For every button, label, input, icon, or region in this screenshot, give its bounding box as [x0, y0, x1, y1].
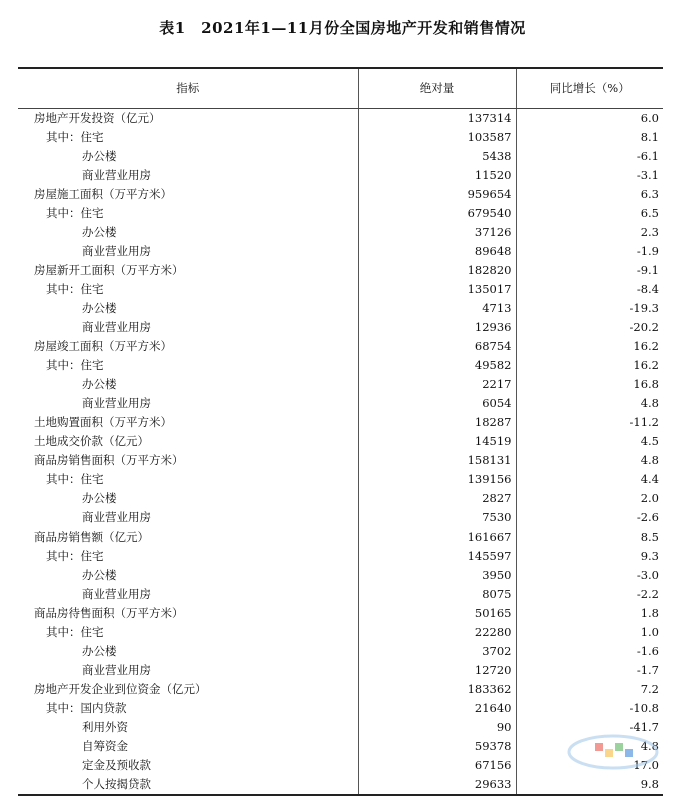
row-label: 商业营业用房 — [82, 167, 151, 182]
table-row — [18, 185, 663, 204]
row-value: 183362 — [358, 680, 516, 699]
row-value: 3702 — [358, 642, 516, 661]
row-growth: -8.4 — [516, 280, 663, 299]
row-value: 137314 — [358, 108, 516, 128]
row-growth: -41.7 — [516, 718, 663, 737]
table-row — [18, 356, 663, 375]
table-row — [18, 223, 663, 242]
row-label: 利用外资 — [82, 719, 128, 734]
table-row — [18, 642, 663, 661]
table-row — [18, 470, 663, 489]
row-value: 11520 — [358, 166, 516, 185]
row-growth: -10.8 — [516, 699, 663, 718]
row-value: 2827 — [358, 489, 516, 508]
watermark-square — [625, 749, 633, 757]
row-growth: -19.3 — [516, 299, 663, 318]
row-label: 房屋新开工面积（万平方米） — [34, 262, 184, 277]
header-absolute: 绝对量 — [358, 68, 516, 108]
row-label: 商业营业用房 — [82, 662, 151, 677]
row-value: 5438 — [358, 147, 516, 166]
row-value: 161667 — [358, 527, 516, 546]
row-growth: -2.2 — [516, 585, 663, 604]
table-body — [18, 108, 663, 795]
row-growth: 16.8 — [516, 375, 663, 394]
table-row — [18, 585, 663, 604]
table-row — [18, 280, 663, 299]
table-row — [18, 489, 663, 508]
row-label: 房屋竣工面积（万平方米） — [34, 339, 172, 354]
row-label: 办公楼 — [82, 224, 117, 239]
row-growth: 2.0 — [516, 489, 663, 508]
row-growth: 6.3 — [516, 185, 663, 204]
row-label: 办公楼 — [82, 377, 117, 392]
row-label: 商业营业用房 — [82, 586, 151, 601]
row-value: 59378 — [358, 737, 516, 756]
row-label: 其中：住宅 — [46, 205, 104, 220]
table-row — [18, 413, 663, 432]
row-growth: 4.8 — [516, 394, 663, 413]
row-growth: -2.6 — [516, 508, 663, 527]
row-growth: -3.0 — [516, 566, 663, 585]
row-growth: 17.0 — [516, 756, 663, 775]
row-value: 50165 — [358, 604, 516, 623]
table-row — [18, 204, 663, 223]
row-value: 29633 — [358, 775, 516, 795]
row-growth: 8.1 — [516, 128, 663, 147]
row-value: 3950 — [358, 566, 516, 585]
row-label: 其中：住宅 — [46, 281, 104, 296]
row-growth: -1.7 — [516, 661, 663, 680]
row-growth: 9.3 — [516, 547, 663, 566]
row-label: 办公楼 — [82, 300, 117, 315]
row-growth: -3.1 — [516, 166, 663, 185]
row-value: 18287 — [358, 413, 516, 432]
row-value: 12720 — [358, 661, 516, 680]
row-growth: -9.1 — [516, 261, 663, 280]
row-value: 679540 — [358, 204, 516, 223]
row-growth: 16.2 — [516, 356, 663, 375]
page-title: 表1 2021年1—11月份全国房地产开发和销售情况 — [159, 19, 526, 37]
row-label: 其中：住宅 — [46, 624, 104, 639]
row-label: 土地成交价款（亿元） — [34, 434, 149, 449]
table-row — [18, 242, 663, 261]
row-value: 8075 — [358, 585, 516, 604]
row-growth: 8.5 — [516, 527, 663, 546]
row-growth: 4.5 — [516, 432, 663, 451]
table-row — [18, 451, 663, 470]
row-value: 182820 — [358, 261, 516, 280]
row-label: 定金及预收款 — [82, 758, 151, 773]
row-growth: 4.4 — [516, 470, 663, 489]
table-row — [18, 680, 663, 699]
row-label: 土地购置面积（万平方米） — [34, 415, 172, 430]
table-row — [18, 775, 663, 795]
row-value: 6054 — [358, 394, 516, 413]
row-label: 房屋施工面积（万平方米） — [34, 186, 172, 201]
row-value: 90 — [358, 718, 516, 737]
row-label: 商品房销售面积（万平方米） — [34, 453, 184, 468]
row-growth: 6.0 — [516, 108, 663, 128]
row-growth: 7.2 — [516, 680, 663, 699]
row-label: 商业营业用房 — [82, 510, 151, 525]
row-growth: 4.8 — [516, 737, 663, 756]
row-label: 其中：住宅 — [46, 548, 104, 563]
row-value: 21640 — [358, 699, 516, 718]
row-label: 办公楼 — [82, 148, 117, 163]
watermark-square — [605, 749, 613, 757]
row-value: 139156 — [358, 470, 516, 489]
table-row — [18, 604, 663, 623]
row-label: 其中：住宅 — [46, 129, 104, 144]
row-label: 房地产开发投资（亿元） — [34, 110, 161, 125]
data-table — [18, 67, 663, 796]
row-growth: -1.9 — [516, 242, 663, 261]
header-indicator: 指标 — [18, 68, 358, 108]
row-value: 67156 — [358, 756, 516, 775]
table-row — [18, 394, 663, 413]
row-label: 其中：住宅 — [46, 472, 104, 487]
row-growth: 4.8 — [516, 451, 663, 470]
row-growth: 9.8 — [516, 775, 663, 795]
row-label: 其中：住宅 — [46, 358, 104, 373]
row-growth: -20.2 — [516, 318, 663, 337]
row-growth: 1.0 — [516, 623, 663, 642]
table-row — [18, 661, 663, 680]
row-label: 商品房待售面积（万平方米） — [34, 605, 184, 620]
row-growth: -1.6 — [516, 642, 663, 661]
row-label: 自筹资金 — [82, 739, 128, 754]
row-value: 4713 — [358, 299, 516, 318]
table-row — [18, 166, 663, 185]
row-label: 商品房销售额（亿元） — [34, 529, 149, 544]
row-value: 135017 — [358, 280, 516, 299]
row-label: 个人按揭贷款 — [18, 775, 358, 795]
table-row — [18, 318, 663, 337]
row-growth: 1.8 — [516, 604, 663, 623]
row-value: 68754 — [358, 337, 516, 356]
row-label: 办公楼 — [82, 491, 117, 506]
row-label: 办公楼 — [82, 643, 117, 658]
header-row — [18, 68, 663, 108]
table-row — [18, 508, 663, 527]
row-value: 89648 — [358, 242, 516, 261]
table-row — [18, 547, 663, 566]
row-value: 158131 — [358, 451, 516, 470]
row-label: 其中：国内贷款 — [46, 700, 127, 715]
watermark-square — [595, 743, 603, 751]
watermark-square — [615, 743, 623, 751]
row-label: 商业营业用房 — [82, 396, 151, 411]
table-row — [18, 337, 663, 356]
row-label: 商业营业用房 — [82, 243, 151, 258]
row-value: 37126 — [358, 223, 516, 242]
table-row — [18, 623, 663, 642]
table-row — [18, 147, 663, 166]
row-value: 959654 — [358, 185, 516, 204]
row-growth: 6.5 — [516, 204, 663, 223]
row-label: 办公楼 — [82, 567, 117, 582]
row-value: 14519 — [358, 432, 516, 451]
row-value: 7530 — [358, 508, 516, 527]
table-row — [18, 375, 663, 394]
row-growth: -11.2 — [516, 413, 663, 432]
row-value: 22280 — [358, 623, 516, 642]
table-row — [18, 261, 663, 280]
row-value: 2217 — [358, 375, 516, 394]
table-row — [18, 108, 663, 128]
row-value: 103587 — [358, 128, 516, 147]
table-row — [18, 432, 663, 451]
row-growth: 2.3 — [516, 223, 663, 242]
site-logo-watermark-icon — [565, 728, 661, 774]
header-growth: 同比增长（%） — [516, 68, 663, 108]
row-label: 房地产开发企业到位资金（亿元） — [34, 681, 207, 696]
row-value: 145597 — [358, 547, 516, 566]
row-value: 12936 — [358, 318, 516, 337]
table-row — [18, 699, 663, 718]
row-growth: -6.1 — [516, 147, 663, 166]
table-header — [18, 68, 663, 108]
table-row — [18, 527, 663, 546]
table-row — [18, 299, 663, 318]
row-label: 商业营业用房 — [82, 319, 151, 334]
row-growth: 16.2 — [516, 337, 663, 356]
table-row — [18, 128, 663, 147]
table-row — [18, 566, 663, 585]
row-value: 49582 — [358, 356, 516, 375]
